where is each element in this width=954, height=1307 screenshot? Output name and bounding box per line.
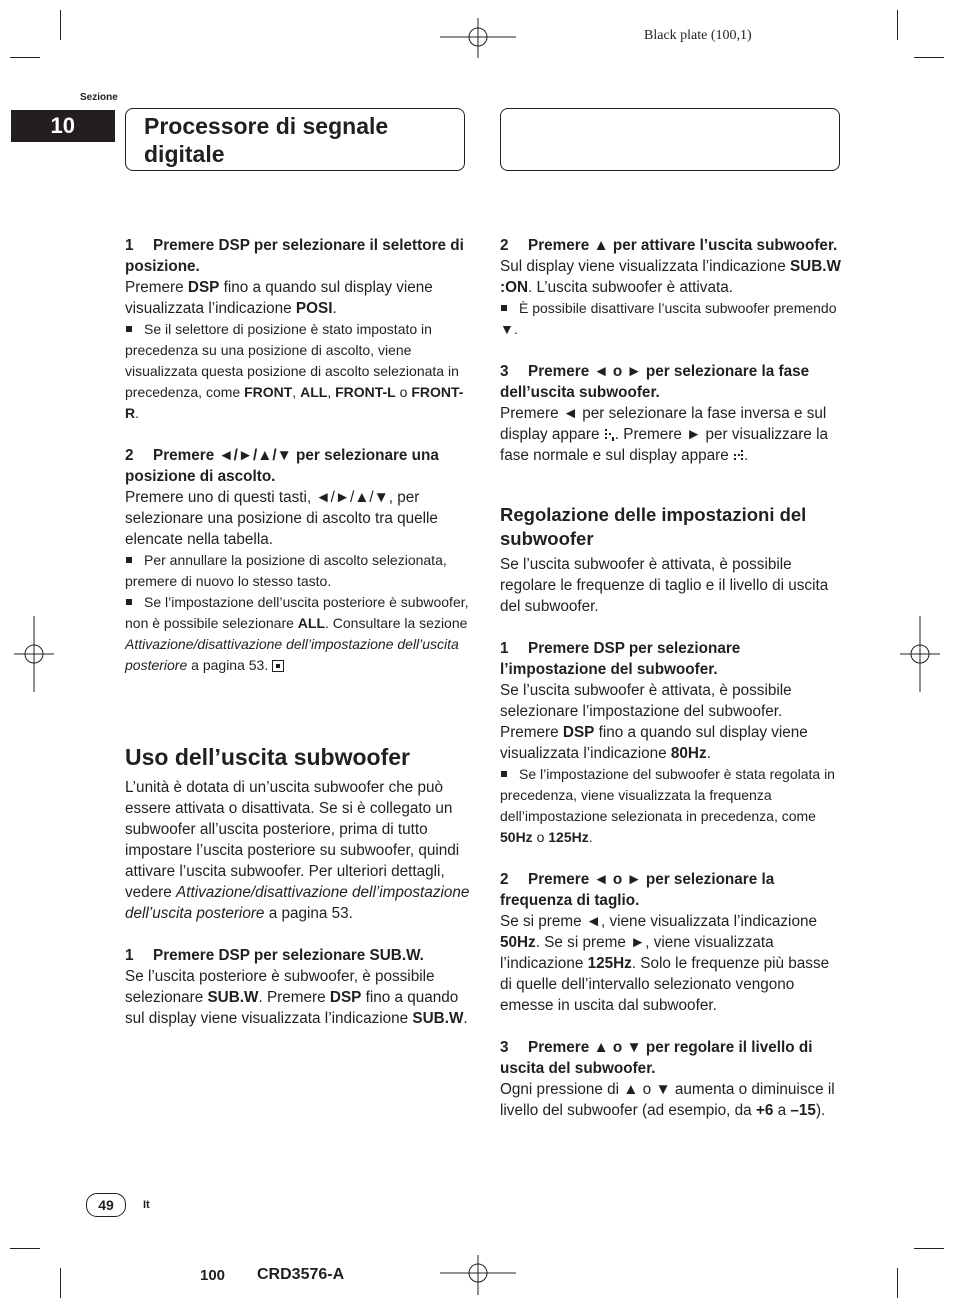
crop-mark bbox=[10, 57, 40, 58]
section-label: Sezione bbox=[80, 92, 118, 103]
step-heading: 3 Premere ◄ o ► per selezionare la fase dell’uscita subwoofer. bbox=[500, 363, 810, 401]
normal-phase-icon bbox=[733, 449, 744, 463]
section-number: 10 bbox=[11, 110, 115, 142]
bullet-square-icon bbox=[126, 557, 132, 563]
step-body: Se l’uscita posteriore è subwoofer, è possibile selezionare SUB.W. Premere DSP fino a quando sul display viene visualizzata l’indicazione SUB.W. bbox=[125, 968, 468, 1027]
end-mark-icon bbox=[272, 660, 284, 672]
registration-mark-top bbox=[440, 18, 516, 58]
crop-mark bbox=[10, 1248, 40, 1249]
note-item: Se il selettore di posizione è stato impostato in precedenza su una posizione di ascolto, viene visualizzata questa posizione di ascolto selezionata in precedenza, come FRONT, ALL, FRONT-L o FRONT-R. bbox=[125, 321, 464, 421]
note-item: Se l’impostazione dell’uscita posteriore è subwoofer, non è possibile selezionare ALL. Consultare la sezione Attivazione/disattivazione dell’impostazione dell’uscita posteriore a pagina 53. bbox=[125, 594, 469, 673]
step-body: Se l’uscita subwoofer è attivata, è possibile selezionare l’impostazione del subwoofer. Premere DSP fino a quando sul display viene visualizzata l’indicazione 80Hz. bbox=[500, 682, 808, 762]
left-column bbox=[125, 235, 470, 1029]
note-item: Se l’impostazione del subwoofer è stata regolata in precedenza, viene visualizzata la frequenza dell’impostazione selezionata in precedenza, come 50Hz o 125Hz. bbox=[500, 766, 835, 845]
crop-mark bbox=[897, 10, 898, 40]
document-code: CRD3576-A bbox=[257, 1266, 345, 1283]
section-title-line1: Processore di segnale bbox=[144, 113, 389, 139]
bullet-square-icon bbox=[501, 305, 507, 311]
step-body: Sul display viene visualizzata l’indicazione SUB.W :ON. L’uscita subwoofer è attivata. bbox=[500, 258, 841, 296]
language-label: It bbox=[143, 1199, 150, 1211]
crop-mark bbox=[60, 10, 61, 40]
bullet-square-icon bbox=[126, 326, 132, 332]
step-heading: 1 Premere DSP per selezionare l’impostazione del subwoofer. bbox=[500, 640, 741, 678]
step-heading: 1 Premere DSP per selezionare SUB.W. bbox=[125, 947, 424, 964]
section-title-line2: digitale bbox=[144, 141, 225, 167]
crop-mark bbox=[914, 57, 944, 58]
section-title bbox=[125, 108, 465, 171]
heading-regolazione-subwoofer: Regolazione delle impostazioni del subwoofer bbox=[500, 504, 807, 549]
step-heading: 2 Premere ▲ per attivare l’uscita subwoofer. bbox=[500, 237, 838, 254]
plate-label: Black plate (100,1) bbox=[644, 28, 752, 43]
crop-mark bbox=[897, 1268, 898, 1298]
step-heading: 2 Premere ◄/►/▲/▼ per selezionare una posizione di ascolto. bbox=[125, 447, 439, 485]
empty-title-box bbox=[500, 108, 840, 171]
crop-mark bbox=[914, 1248, 944, 1249]
crop-mark bbox=[60, 1268, 61, 1298]
note-item: Per annullare la posizione di ascolto selezionata, premere di nuovo lo stesso tasto. bbox=[125, 552, 447, 589]
bullet-square-icon bbox=[501, 771, 507, 777]
right-column bbox=[500, 235, 845, 1121]
step-body: Premere DSP fino a quando sul display viene visualizzata l’indicazione POSI. bbox=[125, 279, 433, 317]
registration-mark-left bbox=[14, 616, 54, 692]
note-item: È possibile disattivare l’uscita subwoofer premendo ▼. bbox=[500, 300, 837, 337]
step-body: Se si preme ◄, viene visualizzata l’indicazione 50Hz. Se si preme ►, viene visualizzata l’indicazione 125Hz. Solo le frequenze più basse di quelle dell’intervallo selezionato vengono emesse in uscita dal subwoofer. bbox=[500, 913, 830, 1014]
step-body: Premere ◄ per selezionare la fase inversa e sul display appare . Premere ► per visualizzare la fase normale e sul display appare . bbox=[500, 405, 828, 464]
reg-body: Se l’uscita subwoofer è attivata, è possibile regolare le frequenze di taglio e il livello di uscita del subwoofer. bbox=[500, 556, 829, 615]
print-number: 100 bbox=[200, 1267, 226, 1284]
step-heading: 1 Premere DSP per selezionare il selettore di posizione. bbox=[125, 237, 464, 275]
reverse-phase-icon bbox=[604, 428, 615, 442]
step-heading: 2 Premere ◄ o ► per selezionare la frequenza di taglio. bbox=[500, 871, 775, 909]
uso-body: L’unità è dotata di un’uscita subwoofer che può essere attivata o disattivata. Se si è collegato un subwoofer all’uscita posteriore, prima di tutto impostare l’uscita posteriore su subwoofer, quindi attivare l’uscita subwoofer. Per ulteriori dettagli, vedere Attivazione/disattivazione dell’impostazione dell’uscita posteriore a pagina 53. bbox=[125, 779, 470, 922]
step-body: Premere uno di questi tasti, ◄/►/▲/▼, per selezionare una posizione di ascolto tra quelle elencate nella tabella. bbox=[125, 489, 438, 548]
page-number-badge: 49 bbox=[86, 1193, 126, 1217]
step-heading: 3 Premere ▲ o ▼ per regolare il livello di uscita del subwoofer. bbox=[500, 1039, 813, 1077]
registration-mark-right bbox=[900, 616, 940, 692]
bullet-square-icon bbox=[126, 599, 132, 605]
step-body: Ogni pressione di ▲ o ▼ aumenta o diminuisce il livello del subwoofer (ad esempio, da +6 a –15). bbox=[500, 1081, 835, 1119]
registration-mark-bottom bbox=[440, 1255, 516, 1295]
heading-uso-subwoofer: Uso dell’uscita subwoofer bbox=[125, 744, 410, 770]
